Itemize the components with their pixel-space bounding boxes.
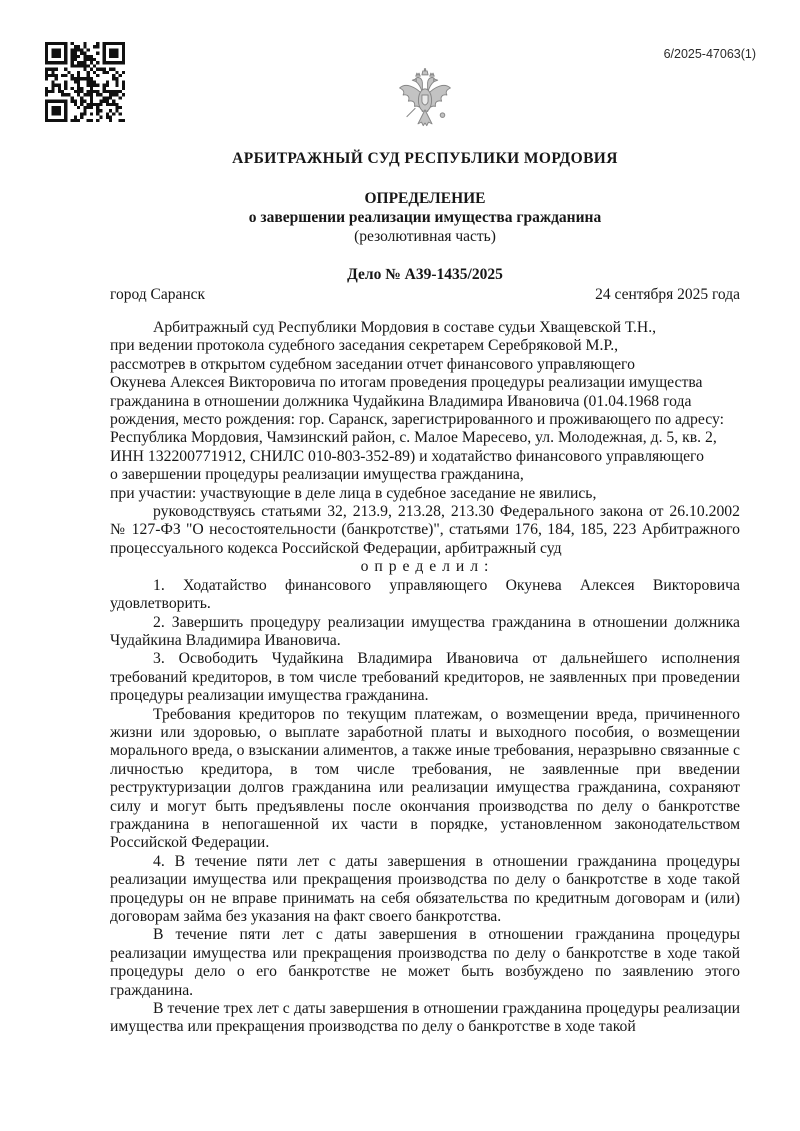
coat-of-arms-icon — [397, 66, 453, 138]
qr-code-icon — [45, 42, 125, 122]
city-date-row — [110, 286, 740, 304]
body-paragraph: 2. Завершить процедуру реализации имущества гражданина в отношении должника Чудайкина Владимира Ивановича. — [110, 613, 740, 649]
body-paragraph: В течение трех лет с даты завершения в отношении гражданина процедуры реализации имущества или прекращения производства по делу о банкротстве в ходе такой — [110, 1000, 740, 1036]
city: город Саранск — [110, 286, 206, 303]
date: 24 сентября 2025 года — [595, 286, 740, 303]
document-type: ОПРЕДЕЛЕНИЕ — [364, 190, 486, 207]
body-paragraph: Требования кредиторов по текущим платежам, о возмещении вреда, причиненного жизни или здоровью, о выплате заработной платы и выходного пособия, о возмещении морального вреда, о взыскании алиментов, а также иные требования, неразрывно связанные с личностью кредитора, в том числе требования, не заявленные при введении реструктуризации долгов гражданина или реализации имущества гражданина, сохраняют силу и могут быть предъявлены после окончания производства по делу о банкротстве гражданина в непогашенной их части в порядке, установленном законодательством Российской Федерации. — [110, 705, 740, 852]
body-paragraph: 3. Освободить Чудайкина Владимира Ивановича от дальнейшего исполнения требований кредиторов, в том числе требований кредиторов, не заявленных при проведении процедуры реализации имущества гражданина. — [110, 650, 740, 705]
document-title-block — [110, 189, 740, 246]
document-number: 6/2025-47063(1) — [663, 47, 756, 61]
intro-line: рассмотрев в открытом судебном заседании отчет финансового управляющего — [110, 355, 635, 373]
intro-line: Республика Мордовия, Чамзинский район, с. Малое Маресево, ул. Молодежная, д. 5, кв. 2, — [110, 429, 717, 447]
intro-line: ИНН 132200771912, СНИЛС 010-803-352-89) и ходатайство финансового управляющего — [110, 447, 704, 465]
intro-line: гражданина в отношении должника Чудайкина Владимира Ивановича (01.04.1968 года — [110, 392, 692, 410]
body-paragraph: 1. Ходатайство финансового управляющего Окунева Алексея Викторовича удовлетворить. — [110, 576, 740, 613]
resolution-keyword: о п р е д е л и л : — [360, 558, 490, 576]
case-number: Дело № А39-1435/2025 — [347, 266, 503, 283]
intro-line: Арбитражный суд Республики Мордовия в составе судьи Хващевской Т.Н., — [153, 319, 657, 336]
body-paragraph: руководствуясь статьями 32, 213.9, 213.28, 213.30 Федерального закона от 26.10.2002 № 127-ФЗ "О несостоятельности (банкротстве)", статьями 176, 184, 185, 223 Арбитражного процессуального кодекса Российской Федерации, арбитражный суд — [110, 503, 740, 557]
intro-line: о завершении процедуры реализации имущества гражданина, — [110, 466, 524, 484]
intro-line: Окунева Алексея Викторовича по итогам проведения процедуры реализации имущества — [110, 374, 703, 392]
intro-line: при ведении протокола судебного заседания секретарем Серебряковой М.Р., — [110, 337, 619, 355]
document-note: (резолютивная часть) — [354, 228, 496, 245]
document-subtitle: о завершении реализации имущества гражданина — [248, 209, 602, 226]
body-paragraph: В течение пяти лет с даты завершения в отношении гражданина процедуры реализации имущества или прекращения производства по делу о банкротстве в ходе такой процедуры дело о его банкротстве не может быть возбуждено по заявлению этого гражданина. — [110, 926, 740, 999]
intro-line: при участии: участвующие в деле лица в судебное заседание не явились, — [110, 484, 597, 502]
intro-line: рождения, место рождения: гор. Саранск, зарегистрированного и проживающего по адресу: — [110, 411, 724, 429]
body-paragraph: 4. В течение пяти лет с даты завершения в отношении гражданина процедуры реализации имущества или прекращения производства по делу о банкротстве в ходе такой процедуры он не вправе принимать на себя обязательства по кредитным договорам и (или) договорам займа без указания на факт своего банкротства. — [110, 852, 740, 925]
document-body — [110, 319, 740, 1037]
court-name: АРБИТРАЖНЫЙ СУД РЕСПУБЛИКИ МОРДОВИЯ — [232, 150, 618, 167]
